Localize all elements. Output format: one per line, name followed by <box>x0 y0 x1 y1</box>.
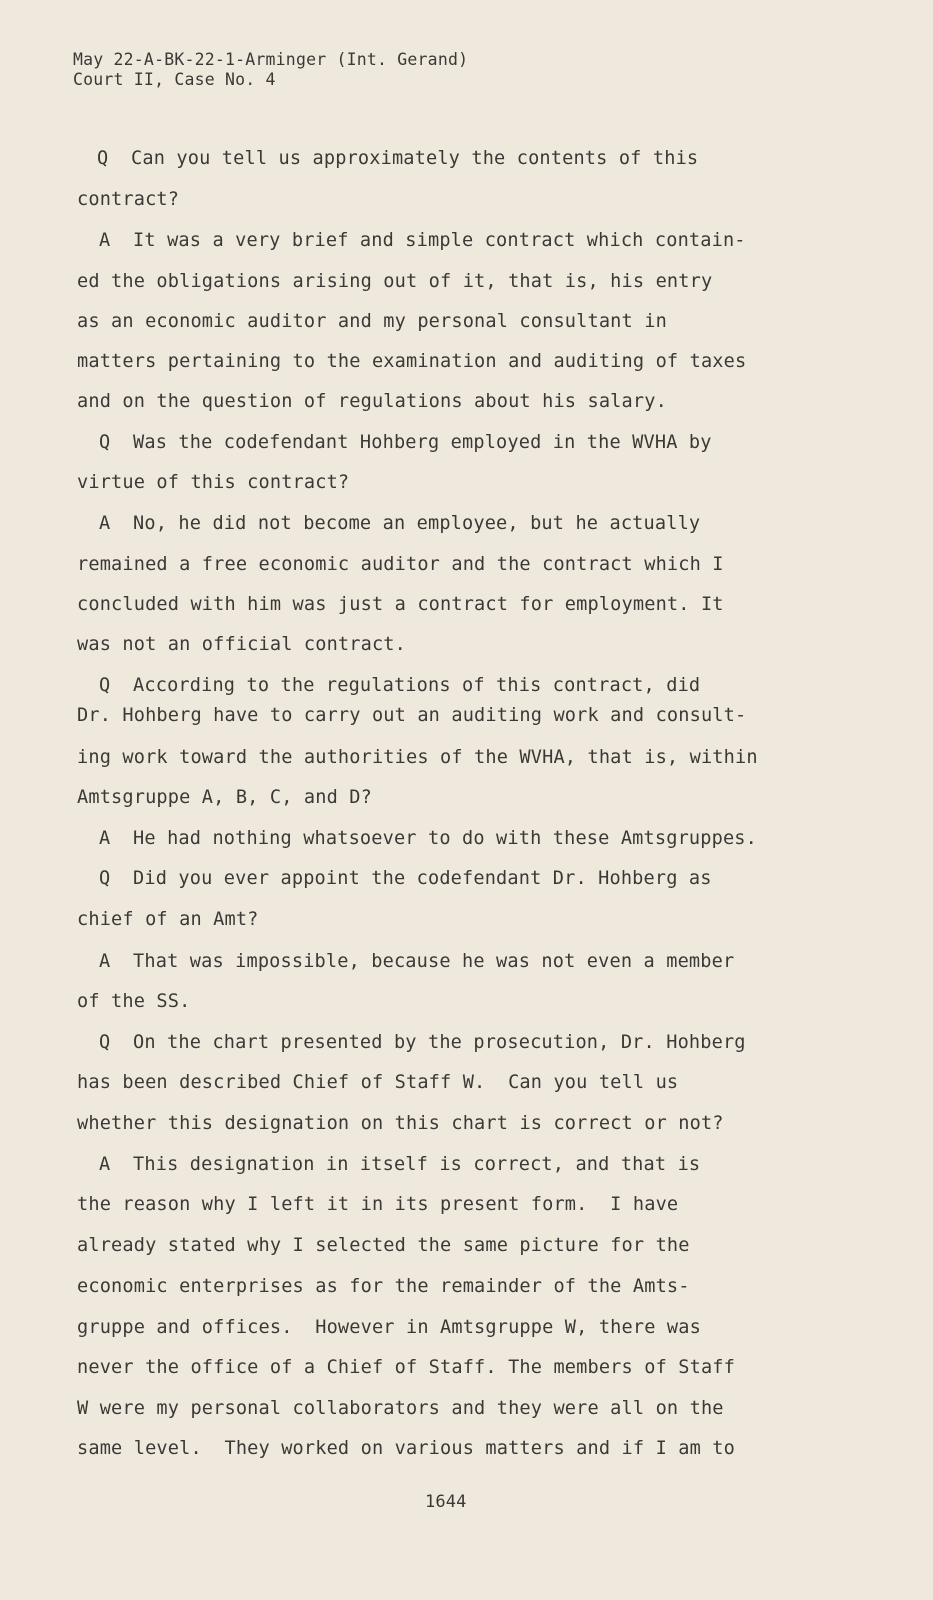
body-line: virtue of this contract? <box>77 472 350 493</box>
body-line: concluded with him was just a contract for employment. It <box>77 594 724 615</box>
body-line: Amtsgruppe A, B, C, and D? <box>77 787 372 808</box>
body-line: gruppe and offices. However in Amtsgruppe W, there was <box>77 1317 701 1338</box>
page-number: 1644 <box>425 1492 467 1512</box>
body-line: chief of an Amt? <box>77 909 259 930</box>
body-line: A He had nothing whatsoever to do with these Amtsgruppes. <box>99 828 757 849</box>
header-line-1: May 22-A-BK-22-1-Arminger (Int. Gerand) <box>73 50 469 69</box>
body-line: Q On the chart presented by the prosecution, Dr. Hohberg <box>99 1032 746 1053</box>
body-line: as an economic auditor and my personal consultant in <box>77 311 667 332</box>
body-line: A No, he did not become an employee, but he actually <box>99 513 701 534</box>
body-line: matters pertaining to the examination and auditing of taxes <box>77 351 747 372</box>
body-line: A That was impossible, because he was not even a member <box>99 951 735 972</box>
body-line: A This designation in itself is correct, and that is <box>99 1154 701 1175</box>
body-line: ing work toward the authorities of the WVHA, that is, within <box>77 747 758 768</box>
body-line: was not an official contract. <box>77 634 406 655</box>
body-line: Q Was the codefendant Hohberg employed in the WVHA by <box>99 432 712 453</box>
body-line: Q Did you ever appoint the codefendant Dr. Hohberg as <box>99 868 712 889</box>
body-line: economic enterprises as for the remainder of the Amts- <box>77 1276 690 1297</box>
body-line: never the office of a Chief of Staff. The members of Staff <box>77 1357 735 1378</box>
body-line: already stated why I selected the same picture for the <box>77 1235 690 1256</box>
header-line-2: Court II, Case No. 4 <box>73 70 276 89</box>
body-line: the reason why I left it in its present form. I have <box>77 1194 679 1215</box>
body-line: ed the obligations arising out of it, that is, his entry <box>77 271 713 292</box>
body-line: whether this designation on this chart is correct or not? <box>77 1113 724 1134</box>
body-line: A It was a very brief and simple contract which contain- <box>99 230 746 251</box>
body-line: same level. They worked on various matters and if I am to <box>77 1438 735 1459</box>
body-line: and on the question of regulations about his salary. <box>77 391 667 412</box>
body-line: has been described Chief of Staff W. Can you tell us <box>77 1072 679 1093</box>
body-line: contract? <box>77 189 180 210</box>
body-line: Dr. Hohberg have to carry out an auditing work and consult- <box>77 705 747 726</box>
body-line: Q Can you tell us approximately the contents of this <box>97 148 699 169</box>
body-line: W were my personal collaborators and they were all on the <box>77 1398 724 1419</box>
body-line: of the SS. <box>77 991 191 1012</box>
body-line: Q According to the regulations of this contract, did <box>99 675 701 696</box>
body-line: remained a free economic auditor and the contract which I <box>77 554 724 575</box>
